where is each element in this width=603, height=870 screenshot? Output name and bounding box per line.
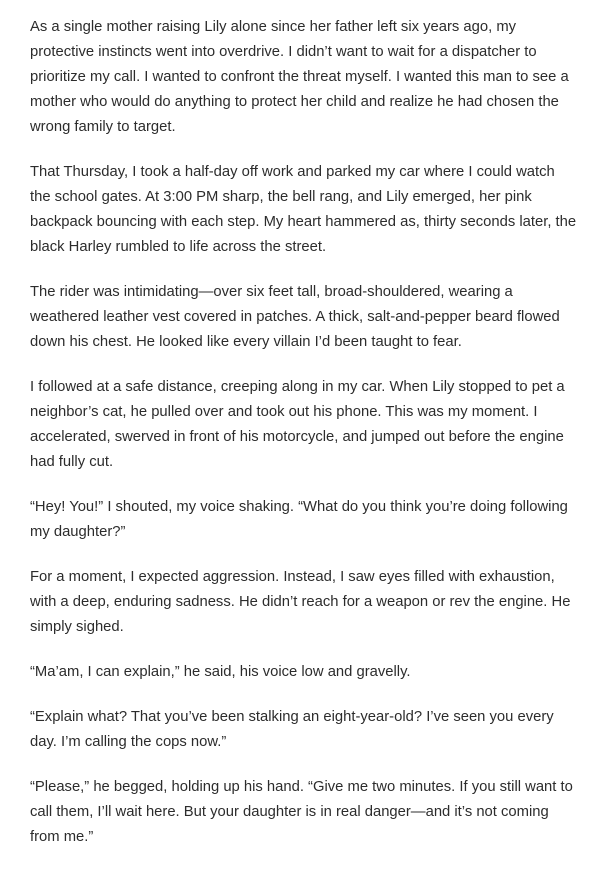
paragraph-1: As a single mother raising Lily alone since her father left six years ago, my protective instincts went into overdrive. I didn’t want to wait for a dispatcher to prioritize my call. I wanted to confront the threat myself. I wanted this man to see a mother who would do anything to protect her child and realize he had chosen the wrong family to target. <box>30 19 569 135</box>
article-body <box>30 15 578 870</box>
paragraph-5: “Hey! You!” I shouted, my voice shaking. “What do you think you’re doing following my daughter?” <box>30 499 568 540</box>
paragraph-6: For a moment, I expected aggression. Instead, I saw eyes filled with exhaustion, with a deep, enduring sadness. He didn’t reach for a weapon or rev the engine. He simply sighed. <box>30 569 571 635</box>
paragraph-7: “Ma’am, I can explain,” he said, his voice low and gravelly. <box>30 664 411 680</box>
paragraph-4: I followed at a safe distance, creeping along in my car. When Lily stopped to pet a neighbor’s cat, he pulled over and took out his phone. This was my moment. I accelerated, swerved in front of his motorcycle, and jumped out before the engine had fully cut. <box>30 379 565 470</box>
paragraph-3: The rider was intimidating—over six feet tall, broad-shouldered, wearing a weathered leather vest covered in patches. A thick, salt-and-pepper beard flowed down his chest. He looked like every villain I’d been taught to fear. <box>30 284 560 350</box>
paragraph-2: That Thursday, I took a half-day off work and parked my car where I could watch the school gates. At 3:00 PM sharp, the bell rang, and Lily emerged, her pink backpack bouncing with each step. My heart hammered as, thirty seconds later, the black Harley rumbled to life across the street. <box>30 164 577 255</box>
paragraph-8: “Explain what? That you’ve been stalking an eight-year-old? I’ve seen you every day. I’m calling the cops now.” <box>30 709 554 750</box>
paragraph-9: “Please,” he begged, holding up his hand. “Give me two minutes. If you still want to call them, I’ll wait here. But your daughter is in real danger—and it’s not coming from me.” <box>30 779 573 845</box>
